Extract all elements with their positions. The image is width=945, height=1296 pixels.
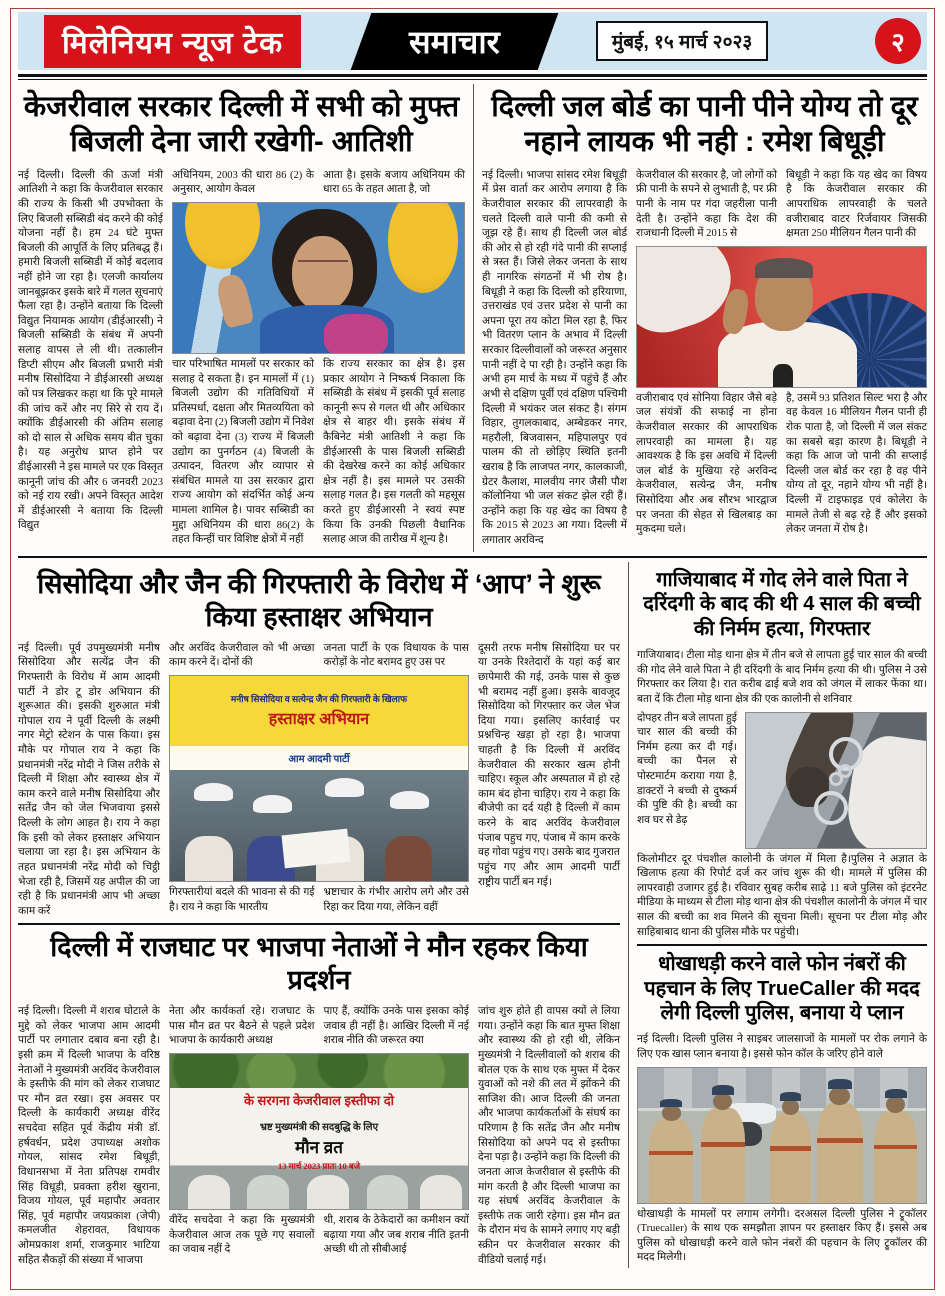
photo-banner-text: हस्ताक्षर अभियान (268, 711, 370, 729)
article-column: और अरविंद केजरीवाल को भी अच्छा काम करने दें। दोनों की (169, 642, 315, 669)
section-rule (18, 556, 927, 558)
article-free-electricity (18, 84, 473, 552)
article-paragraph: धोखाधड़ी के मामलों पर लगाम लगेगी। दरअसल दिल्ली पुलिस ने ट्रूकॉलर (Truecaller) के साथ एक समझौता ज्ञापन पर हस्ताक्षर किए हैं। इससे अब पुलिस को धोखाधड़ी करने वाले फोन नंबरों की पहचान के लिए ट्रूकॉलर की मदद मिलेगी। (636, 1208, 927, 1264)
article-headline: सिसोदिया और जैन की गिरफ्तारी के विरोध में ‘आप’ ने शुरू किया हस्ताक्षर अभियान (37, 568, 601, 632)
ramesh-bidhuri-photo (636, 246, 927, 388)
photo-banner-text: 13 मार्च 2023 प्रातः 10 बजे (277, 1160, 361, 1171)
article-column: नेता और कार्यकर्ता रहे। राजघाट के पास मौन व्रत पर बैठने से पहले प्रदेश भाजपा के कार्यकारी अध्यक्ष (169, 1006, 315, 1047)
article-headline: गाजियाबाद में गोद लेने वाले पिता ने दरिंदगी के बाद की थी 4 साल की बच्ची की निर्मम हत्या, गिरफ्तार (643, 568, 921, 640)
article-truecaller (637, 952, 927, 1266)
article-column: केजरीवाल की सरकार है, जो लोगों को फ्री पानी के सपने से लुभाती है, पर फ्री पानी के नाम पर गंदा जहरीला पानी देती है। उन्होंने कहा कि देश की राजधानी दिल्ली में 2015 से (636, 169, 778, 240)
article-column: थी, शराब के ठेकेदारों का कमीशन क्यों बढ़ाया गया और जब शराब नीति इतनी अच्छी थी तो सीबीआई (323, 1215, 469, 1256)
article-column: चार परिभाषित मामलों पर सरकार को सलाह दे सकता है। इन मामलों में (1) बिजली उद्योग की गतिविधियों में प्रतिस्पर्धा, दक्षता और मितव्ययिता को बढ़ावा देना (2) बिजली उद्योग में निवेश को बढ़ावा देना (3) राज्य में बिजली उद्योग का पुनर्गठन (4) बिजली के उत्पादन, वितरण और व्यापार से संबंधित मामले या उस सरकार द्वारा राज्य आयोग को संदर्भित कोई अन्य मामला शामिल है। पावर सब्सिडी का मुद्दा अधिनियम की धारा 86(2) के तहत किन्हीं चार विशिष्ट क्षेत्रों में नहीं (172, 358, 314, 546)
photo-banner-text: भ्रष्ट मुख्यमंत्री की सदबुद्धि के लिए (259, 1122, 379, 1134)
article-column: वीरेंद सचदेवा ने कहा कि मुख्यमंत्री केजरीवाल आज तक पूछे गए सवालों का जवाब नहीं दे (169, 1215, 315, 1256)
article-column: नई दिल्ली। दिल्ली की ऊर्जा मंत्री आतिशी ने कहा कि केजरीवाल सरकार की राज्य के किसी भी उपभोक्ता के लिए बिजली सब्सिडी बंद करने की कोई योजना नहीं है। हम 24 घंटे मुफ्त बिजली की आपूर्ति के लिए प्रतिबद्ध हैं। हमारी बिजली सब्सिडी में कोई बदलाव नहीं होने जा रहा है। एलजी कार्यालय जानबूझकर इसके बारे में गलत सूचनाएं फैला रहा है। उन्होंने बताया कि दिल्ली विद्युत नियामक आयोग (डीईआरसी) ने बिजली सब्सिडी के संबंध में अपनी सलाह वापस ले ली थी। तत्कालीन डिप्टी सीएम और बिजली प्रभारी मंत्री मनीष सिसोदिया ने डीईआरसी अध्यक्ष को पत्र लिखकर कहा था कि पूरे मामले की जांच करें और नए सिरे से राय दें। क्योंकि डीईआरसी की अंतिम सलाह को दो साल से अधिक समय बीत चुका है। यह अनुरोध प्राप्त होने पर डीईआरसी ने इस मामले पर एक विस्तृत कानूनी जांच की और 6 जनवरी 2023 को नई राय रखी। अपने विस्तृत आदेश में डीईआरसी ने बताया कि दिल्ली विद्युत (18, 169, 163, 532)
brand-logo: मिलेनियम न्यूज टेक (44, 15, 301, 68)
article-paragraph: किलोमीटर दूर पंचशील कालोनी के जंगल में मिला है।पुलिस ने अज्ञात के खिलाफ हत्या की रिपोर्ट दर्ज कर जांच शुरू की थी। मामले में पुलिस की लापरवाही उजागर हुई है। रविवार सुबह करीब साढ़े 11 बजे पुलिस को इंटरनेट मीडिया के माध्यम से टीला मोड़ थाना क्षेत्र की पंचशील कालोनी के जंगल में चार साल की बच्ची का शव मिलने की सूचना मिली। सूचना पर टीला मोड़ और साहिबाबाद थाना की पुलिस मौके पर पहुंची। (636, 853, 927, 938)
dateline: मुंबई, १५ मार्च २०२३ (596, 21, 768, 61)
article-paragraph: नई दिल्ली। दिल्ली पुलिस ने साइबर जालसाजों के मामलों पर रोक लगाने के लिए एक खास प्लान बनाया है। इससे फोन कॉल के जरिए होने वाले (636, 1034, 927, 1060)
article-maun-vrat (18, 931, 620, 1268)
article-column: है, उसमें 93 प्रतिशत सिल्ट भरा है और वह केवल 16 मीलियन गैलन पानी ही रोक पाता है, जो दिल्ली में जल संकट का सबसे बड़ा कारण है। बिधूड़ी ने कहा कि आज जो पानी की सप्लाई दिल्ली जल बोर्ड कर रहा है वह पीने योग्य तो दूर, नहाने योग्य भी नहीं है। दिल्ली में टाइफाइड एवं कोलेरा के मामले तेजी से बढ़ रहे हैं और इसको लेकर जनता में रोष है। (786, 392, 928, 536)
bjp-maun-vrat-protest-photo (169, 1053, 469, 1210)
section-banner (361, 13, 548, 70)
photo-banner-text: के सरगना केजरीवाल इस्तीफा दो (243, 1093, 394, 1109)
photo-banner-text: मौन व्रत (295, 1137, 343, 1157)
article-paragraph: दोपहर तीन बजे लापता हुई चार साल की बच्ची की निर्मम हत्या कर दी गई। बच्ची का पैनल से पोस्टमार्टम कराया गया है, डाक्टरों ने बच्ची से दुष्कर्म की पुष्टि की है। बच्ची का शव घर से डेढ़ (636, 712, 737, 826)
article-headline: धोखाधड़ी करने वाले फोन नंबरों की पहचान के लिए TrueCaller की मदद लेगी दिल्ली पुलिस, बनाया ये प्लान (644, 953, 920, 1024)
article-column: बिधूड़ी ने कहा कि यह खेद का विषय है कि केजरीवाल सरकार की आपराधिक लापरवाही के चलते वजीराबाद वाटर रिर्जवायर जिसकी क्षमता 250 मीलियन गैलन पानी की (786, 169, 928, 240)
article-headline: केजरीवाल सरकार दिल्ली में सभी को मुफ्त बिजली देना जारी रखेगी- आतिशी (23, 91, 460, 159)
masthead (18, 12, 927, 70)
article-headline: दिल्ली जल बोर्ड का पानी पीने योग्य तो दूर नहाने लायक भी नही : रमेश बिधूड़ी (491, 91, 918, 159)
section-rule (18, 923, 620, 925)
page-number-badge: २ (875, 18, 921, 64)
section-rule (637, 944, 927, 946)
article-headline: दिल्ली में राजघाट पर भाजपा नेताओं ने मौन रहकर किया प्रदर्शन (50, 932, 588, 996)
article-ghaziabad-murder (637, 568, 927, 940)
handcuffs-photo (745, 712, 927, 849)
photo-banner-text: आम आदमी पार्टी (170, 746, 468, 771)
article-column: पाए हैं, क्योंकि उनके पास इसका कोई जवाब ही नहीं है। आखिर दिल्ली में नई शराब नीति की जरूरत क्या (323, 1006, 469, 1047)
aap-signature-campaign-photo (169, 675, 469, 882)
article-column: कि राज्य सरकार का क्षेत्र है। इस प्रकार आयोग ने निष्कर्ष निकाला कि सब्सिडी के संबंध में इसकी पूर्व सलाह कानूनी रूप से गलत थी और अधिकार क्षेत्र से बाहर थी। इसके संबंध में कैबिनेट मंत्री आतिशी ने कहा कि डीईआरसी के पास बिजली सब्सिडी की देखरेख करने का कोई अधिकार क्षेत्र नहीं है। इस मामले पर उसकी सलाह गलत है। इस गलती को महसूस करते हुए डीईआरसी ने स्वयं स्पष्ट किया कि उनकी पिछली वैधानिक सलाह आज की तारीख में शून्य है। (323, 358, 465, 546)
article-jal-board (474, 84, 927, 552)
delhi-police-street-photo (637, 1067, 927, 1204)
article-column: जांच शुरु होते ही वापस क्यों ले लिया गया। उन्होंने कहा कि बात मुफ्त शिक्षा और स्वास्थ्य की हो रही थी, लेकिन मुख्यमंत्री ने दिल्लीवालों को शराब की बोतल एक के साथ एक मुफ्त में देकर युवाओं को नशे की लत में झोंकने की साजिश की। आज दिल्ली की जनता और भाजपा कार्यकर्ताओं के संघर्ष का परिणाम है कि सतेंद्र जैन और मनीष सिसोदिया को अपने पद से इस्तीफा देना पड़ा है। उन्होंने कहा कि दिल्ली की जनता आज केजरीवाल से इस्तीफे की मांग करती है और दिल्ली भाजपा का यह संघर्ष अरविंद केजरीवाल के इस्तीफे तक जारी रहेगा। इस मौन व्रत के दौरान मंच के सामने लगाए गए बड़ी स्क्रीन पर केजरीवाल सरकार की वीडियो चलाई गई। (477, 1006, 620, 1266)
article-column: जनता पार्टी के एक विधायक के पास करोड़ों के नोट बरामद हुए उस पर (323, 642, 469, 669)
article-column: नई दिल्ली। दिल्ली में शराब घोटाले के मुद्दे को लेकर भाजपा आम आदमी पार्टी पर लगातार दबाव बना रही है। इसी क्रम में दिल्ली भाजपा के वरिष्ठ नेताओं ने मुख्यमंत्री अरविंद केजरीवाल के इस्तीफे की मांग को लेकर राजघाट पर मौन व्रत रखा। इस अवसर पर दिल्ली के कार्यकारी अध्यक्ष वीरेंद सचदेवा सहित पूर्व केंद्रीय मंत्री डॉ. हर्षवर्धन, प्रदेश उपाध्यक्ष अशोक गोयल, सांसद रमेश बिधूड़ी, विधानसभा में नेता प्रतिपक्ष रामवीर सिंह विधूड़ी, प्रवक्ता हरीश खुराना, विजय गोयल, पूर्व महापौर अवतार सिंह, पूर्व महापौर जयप्रकाश (जेपी) कमलजीत शेहरावत, विधायक ओमप्रकाश शर्मा, राजकुमार भाटिया सहित सैकड़ों की संख्या में भाजपा (18, 1006, 160, 1266)
photo-banner-text: मनीष सिसोदिया व सत्येन्द्र जैन की गिरफ्तारी के खिलाफ (230, 694, 408, 705)
article-column: भ्रष्टाचार के गंभीर आरोप लगे और उसे रिहा कर दिया गया, लेकिन वहीं (323, 886, 469, 913)
section-title: समाचार (409, 23, 500, 60)
article-column: वजीराबाद एवं सोनिया विहार जैसे बड़े जल संयंत्रों की सफाई ना होना केजरीवाल सरकार की आपराधिक लापरवाही का मामला है। यह आवश्यक है कि इस अवधि में दिल्ली जल बोर्ड के मुखिया रहे अरविन्द केजरीवाल, सत्येन्द्र जैन, मनीष सिसोदिया और अब सौरभ भारद्वाज पर जनता की सेहत से खिलबाड़ का मुकदमा चले। (636, 392, 778, 536)
article-column: दूसरी तरफ मनीष सिसोदिया घर पर या उनके रिश्तेदारों के यहां कई बार छापेमारी की गई, उनके पास से कुछ भी बरामद नहीं हुआ। इसके बावजूद सिसोदिया को गिरफ्तार कर जेल भेज दिया गया। इसलिए कार्रवाई पर प्रश्नचिन्ह खड़ा हो रहा है। भाजपा चाहती है कि दिल्ली में अरविंद केजरीवाल की सरकार खत्म होनी चाहिए। स्कूल और अस्पताल में हो रहे काम बंद होना चाहिए। राय ने कहा कि बीजेपी का दर्द यही है दिल्ली में काम करने के बाद अरविंद केजरीवाल पंजाब पहुच गए, पंजाब में काम करके वह गोवा पहुंच गए। उसके बाद गुजरात पहुंच गए और आम आदमी पार्टी राष्ट्रीय पार्टी बन गई। (477, 642, 620, 888)
article-column: नई दिल्ली। भाजपा सांसद रमेश बिधूड़ी में प्रेस वार्ता कर आरोप लगाया है कि केजरीवाल सरकार की लापरवाही के चलते दिल्ली वाले पानी की कमी से जूझ रहे हैं। साथ ही दिल्ली जल बोर्ड की ओर से हो रही गंदे पानी की सप्लाई से त्रस्त हैं। जिसे लेकर जनता के साथ ही नागरिक संगठनों में भी रोष है। बिधूड़ी ने कहा कि दिल्ली को हरियाणा, उत्तराखंड एवं उत्तर प्रदेश से पानी का अपना पूरा तय कोटा मिल रहा है, फिर भी वितरण प्लान के अभाव में दिल्ली सरकार दिल्लीवालों को जरूरत अनुसार पानी नहीं दे पा रही है। उन्होंने कहा कि अभी हम मार्च के मध्य में पहुंचे हैं और अभी से दक्षिण पूर्वी एवं दक्षिण पश्चिमी दिल्ली में भयंकर जल संकट है। संगम विहार, तुगलकाबाद, अम्बेडकर नगर, महरौली, बिजवासन, महिपालपुर एवं पालम की तो छोड़िए स्थिति इतनी खराब है कि लाजपत नगर, कालकाजी, ग्रेटर कैलाश, मालवीय नगर जैसी पौश कॉलोनिया भी जल संकट झेल रही हैं। उन्होंने कहा कि यह खेद का विषय है कि 2015 से 2023 आ गया। दिल्ली में लगातार अरविन्द (482, 169, 627, 546)
article-column: नई दिल्ली। पूर्व उपमुख्यमंत्री मनीष सिसोदिया और सत्येंद्र जैन की गिरफ्तारी के विरोध में आम आदमी पार्टी ने डोर टू डोर अभियान की शुरूआत की। इसकी शुरुआत मंत्री गोपाल राय ने पूर्वी दिल्ली के लक्ष्मी नगर मेट्रो स्टेशन के पास किया। इस मौके पर गोपाल राय ने कहा कि प्रधानमंत्री नरेंद्र मोदी ने जिस तरीके से दिल्ली में शिक्षा और स्वास्थ्य क्षेत्र में काम करने वाले मनीष सिसोदिया और सतेंद्र जैन को जेल भिजवाया इससे दिल्ली के लोग आहत है। राय ने कहा कि इसी को लेकर हस्ताक्षर अभियान चलाया जा रहा है। इस अभियान के तहत प्रधानमंत्री नरेंद्र मोदी को चिट्ठी भेजा रही है, जिसमें यह अपील की जा रही है कि प्रधानमंत्री आप भी अच्छा काम करें (18, 642, 160, 917)
article-column: गिरफ्तारीयां बदले की भावना से की गई है। राय ने कहा कि भारतीय (169, 886, 315, 913)
masthead-rule (18, 74, 927, 80)
article-column: आता है। इसके बजाय अधिनियम की धारा 65 के तहत आता है, जो (323, 169, 465, 196)
article-column: अधिनियम, 2003 की धारा 86 (2) के अनुसार, आयोग केवल (172, 169, 314, 196)
atishi-press-conference-photo (172, 202, 465, 354)
article-paragraph: गाजियाबाद। टीला मोड़ थाना क्षेत्र में तीन बजे से लापता हुई चार साल की बच्ची की गोद लेने वाले पिता ने ही दरिंदगी के बाद निर्मम हत्या की थी। पुलिस ने उसे गिरफ्तार कर लिया है। रात करीब ढाई बजे शव को जंगल में लाकर फेंका था।बता दें कि टीला मोड़ थाना क्षेत्र की एक कालोनी से शनिवार (636, 650, 927, 705)
article-signature-campaign (18, 568, 620, 919)
